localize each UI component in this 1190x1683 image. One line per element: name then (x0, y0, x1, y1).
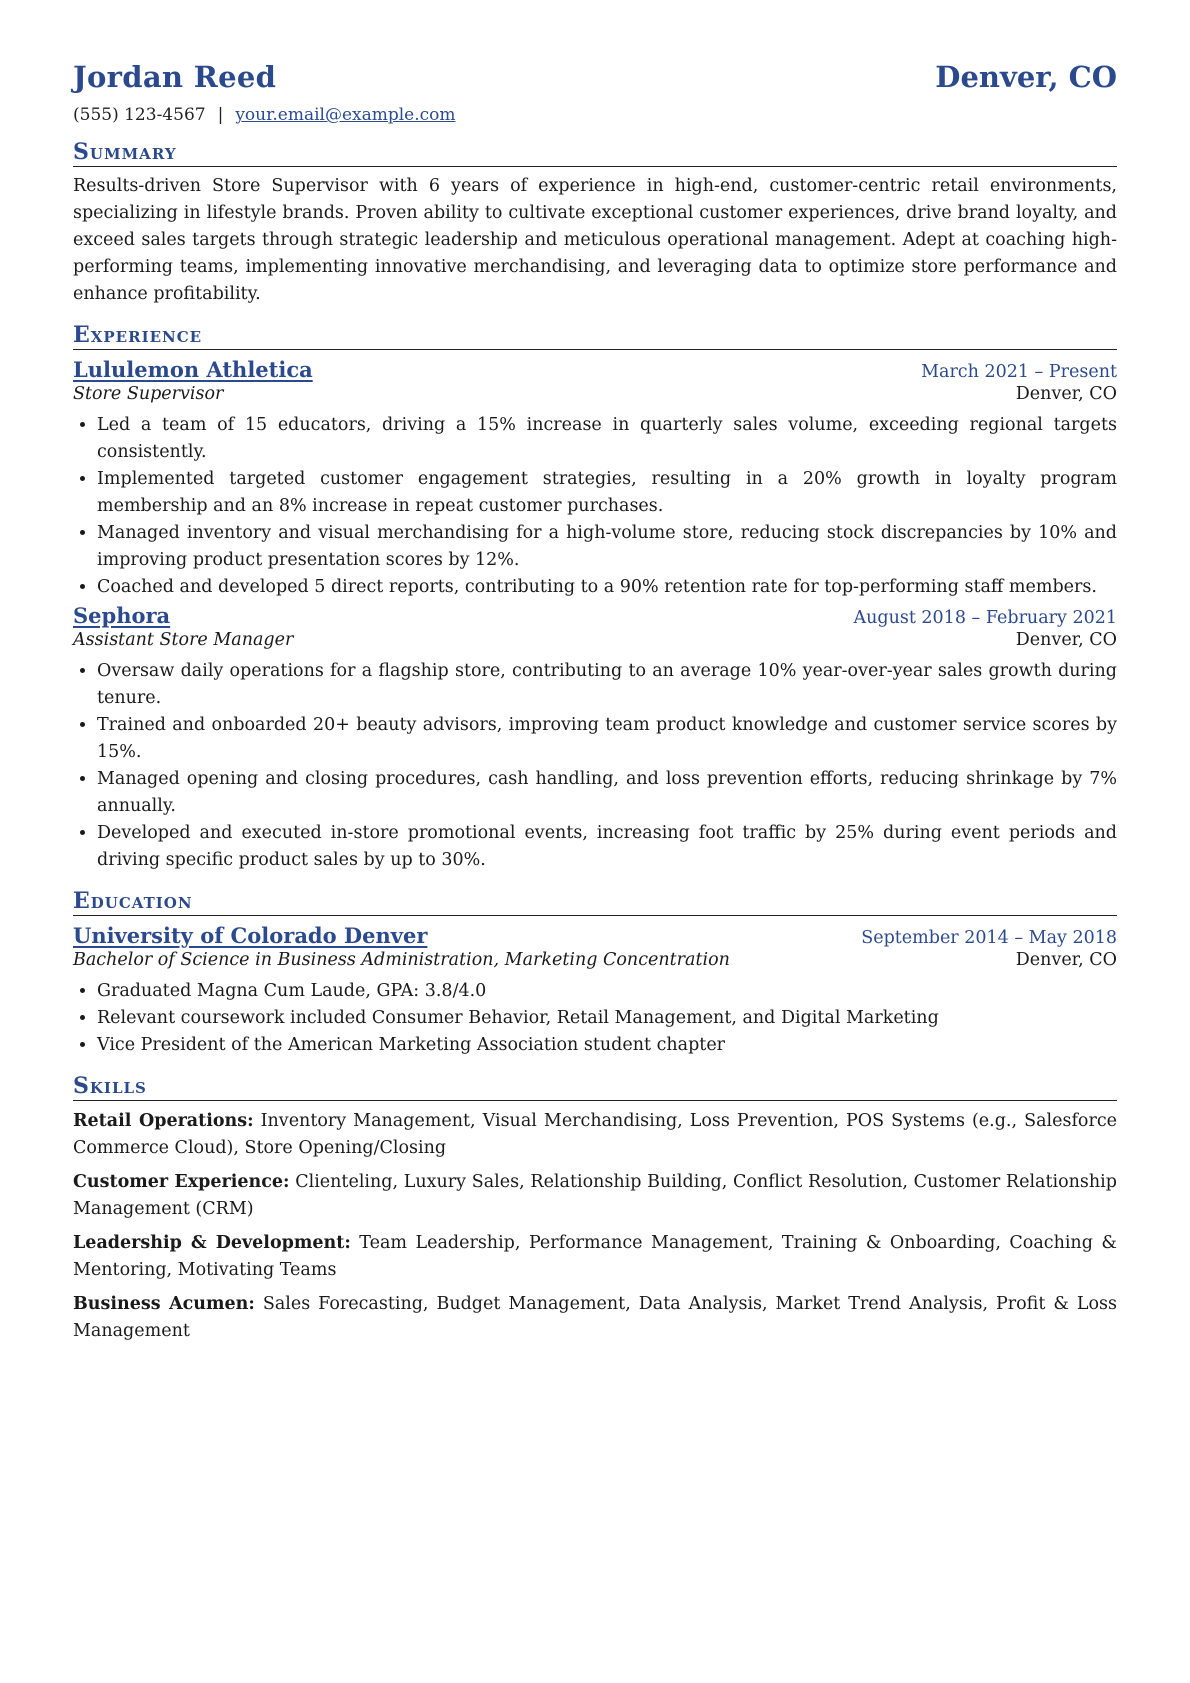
bullet-item: • Vice President of the American Marketing Association student chapter (97, 1032, 1117, 1059)
bullet-item: • Coached and developed 5 direct reports, contributing to a 90% retention rate for top-performing staff members. (97, 574, 1117, 601)
job-bullets (73, 658, 1117, 874)
summary-heading: Summary (73, 139, 1117, 167)
skill-group (73, 1230, 1117, 1284)
job-title: Store Supervisor (73, 384, 224, 404)
skill-items: Sales Forecasting, Budget Management, Data Analysis, Market Trend Analysis, Profit & Loss Management (73, 1294, 1117, 1341)
skill-label: Customer Experience: (73, 1172, 290, 1192)
header-location: Denver, CO (935, 60, 1117, 94)
summary-text: Results-driven Store Supervisor with 6 years of experience in high-end, customer-centric retail environments, specializing in lifestyle brands. Proven ability to cultivate exceptional customer experiences, drive brand loyalty, and exceed sales targets through strategic leadership and meticulous operational management. Adept at coaching high-performing teams, implementing innovative merchandising, and leveraging data to optimize store performance and enhance profitability. (73, 176, 1117, 304)
bullet-item: • Relevant coursework included Consumer Behavior, Retail Management, and Digital Marketing (97, 1005, 1117, 1032)
company-link-sephora[interactable]: Sephora (73, 603, 171, 628)
bullet-item: • Implemented targeted customer engagement strategies, resulting in a 20% growth in loyalty program membership and an 8% increase in repeat customer purchases. (97, 466, 1117, 520)
education-location: Denver, CO (1015, 950, 1117, 970)
skill-items: Inventory Management, Visual Merchandising, Loss Prevention, POS Systems (e.g., Salesforce Commerce Cloud), Store Opening/Closing (73, 1111, 1117, 1158)
skill-items: Clienteling, Luxury Sales, Relationship Building, Conflict Resolution, Customer Relationship Management (CRM) (73, 1172, 1117, 1219)
company-link-lululemon[interactable]: Lululemon Athletica (73, 357, 313, 382)
bullet-item: • Led a team of 15 educators, driving a 15% increase in quarterly sales volume, exceeding regional targets consistently. (97, 412, 1117, 466)
candidate-name: Jordan Reed (73, 60, 277, 94)
skill-label: Leadership & Development: (73, 1233, 351, 1253)
education-dates: September 2014 – May 2018 (861, 928, 1117, 948)
job-title: Assistant Store Manager (73, 630, 294, 650)
skill-label: Business Acumen: (73, 1294, 255, 1314)
skill-group (73, 1169, 1117, 1223)
contact-separator: | (217, 105, 224, 125)
experience-heading: Experience (73, 322, 1117, 350)
degree: Bachelor of Science in Business Administration, Marketing Concentration (73, 950, 730, 970)
bullet-item: • Managed inventory and visual merchandising for a high-volume store, reducing stock discrepancies by 10% and improving product presentation scores by 12%. (97, 520, 1117, 574)
school-link[interactable]: University of Colorado Denver (73, 923, 428, 948)
phone-number: (555) 123-4567 (73, 105, 206, 125)
job-dates: March 2021 – Present (921, 362, 1117, 382)
header (73, 60, 1117, 94)
job-bullets (73, 412, 1117, 601)
contact-line (73, 105, 1117, 125)
skill-items: Team Leadership, Performance Management, Training & Onboarding, Coaching & Mentoring, Motivating Teams (73, 1233, 1117, 1280)
job-entry-lululemon (73, 357, 1117, 601)
bullet-item: • Oversaw daily operations for a flagship store, contributing to an average 10% year-over-year sales growth during tenure. (97, 658, 1117, 712)
bullet-item: • Developed and executed in-store promotional events, increasing foot traffic by 25% during event periods and driving specific product sales by up to 30%. (97, 820, 1117, 874)
job-dates: August 2018 – February 2021 (853, 608, 1117, 628)
bullet-item: • Managed opening and closing procedures, cash handling, and loss prevention efforts, reducing shrinkage by 7% annually. (97, 766, 1117, 820)
bullet-item: • Graduated Magna Cum Laude, GPA: 3.8/4.0 (97, 978, 1117, 1005)
education-entry (73, 923, 1117, 1059)
skill-label: Retail Operations: (73, 1111, 254, 1131)
job-location: Denver, CO (1015, 630, 1117, 650)
skill-group (73, 1291, 1117, 1345)
job-location: Denver, CO (1015, 384, 1117, 404)
skills-heading: Skills (73, 1073, 1117, 1101)
job-entry-sephora (73, 603, 1117, 874)
skill-group (73, 1108, 1117, 1162)
education-bullets (73, 978, 1117, 1059)
bullet-item: • Trained and onboarded 20+ beauty advisors, improving team product knowledge and customer service scores by 15%. (97, 712, 1117, 766)
education-heading: Education (73, 888, 1117, 916)
email-link[interactable]: your.email@example.com (235, 105, 456, 125)
